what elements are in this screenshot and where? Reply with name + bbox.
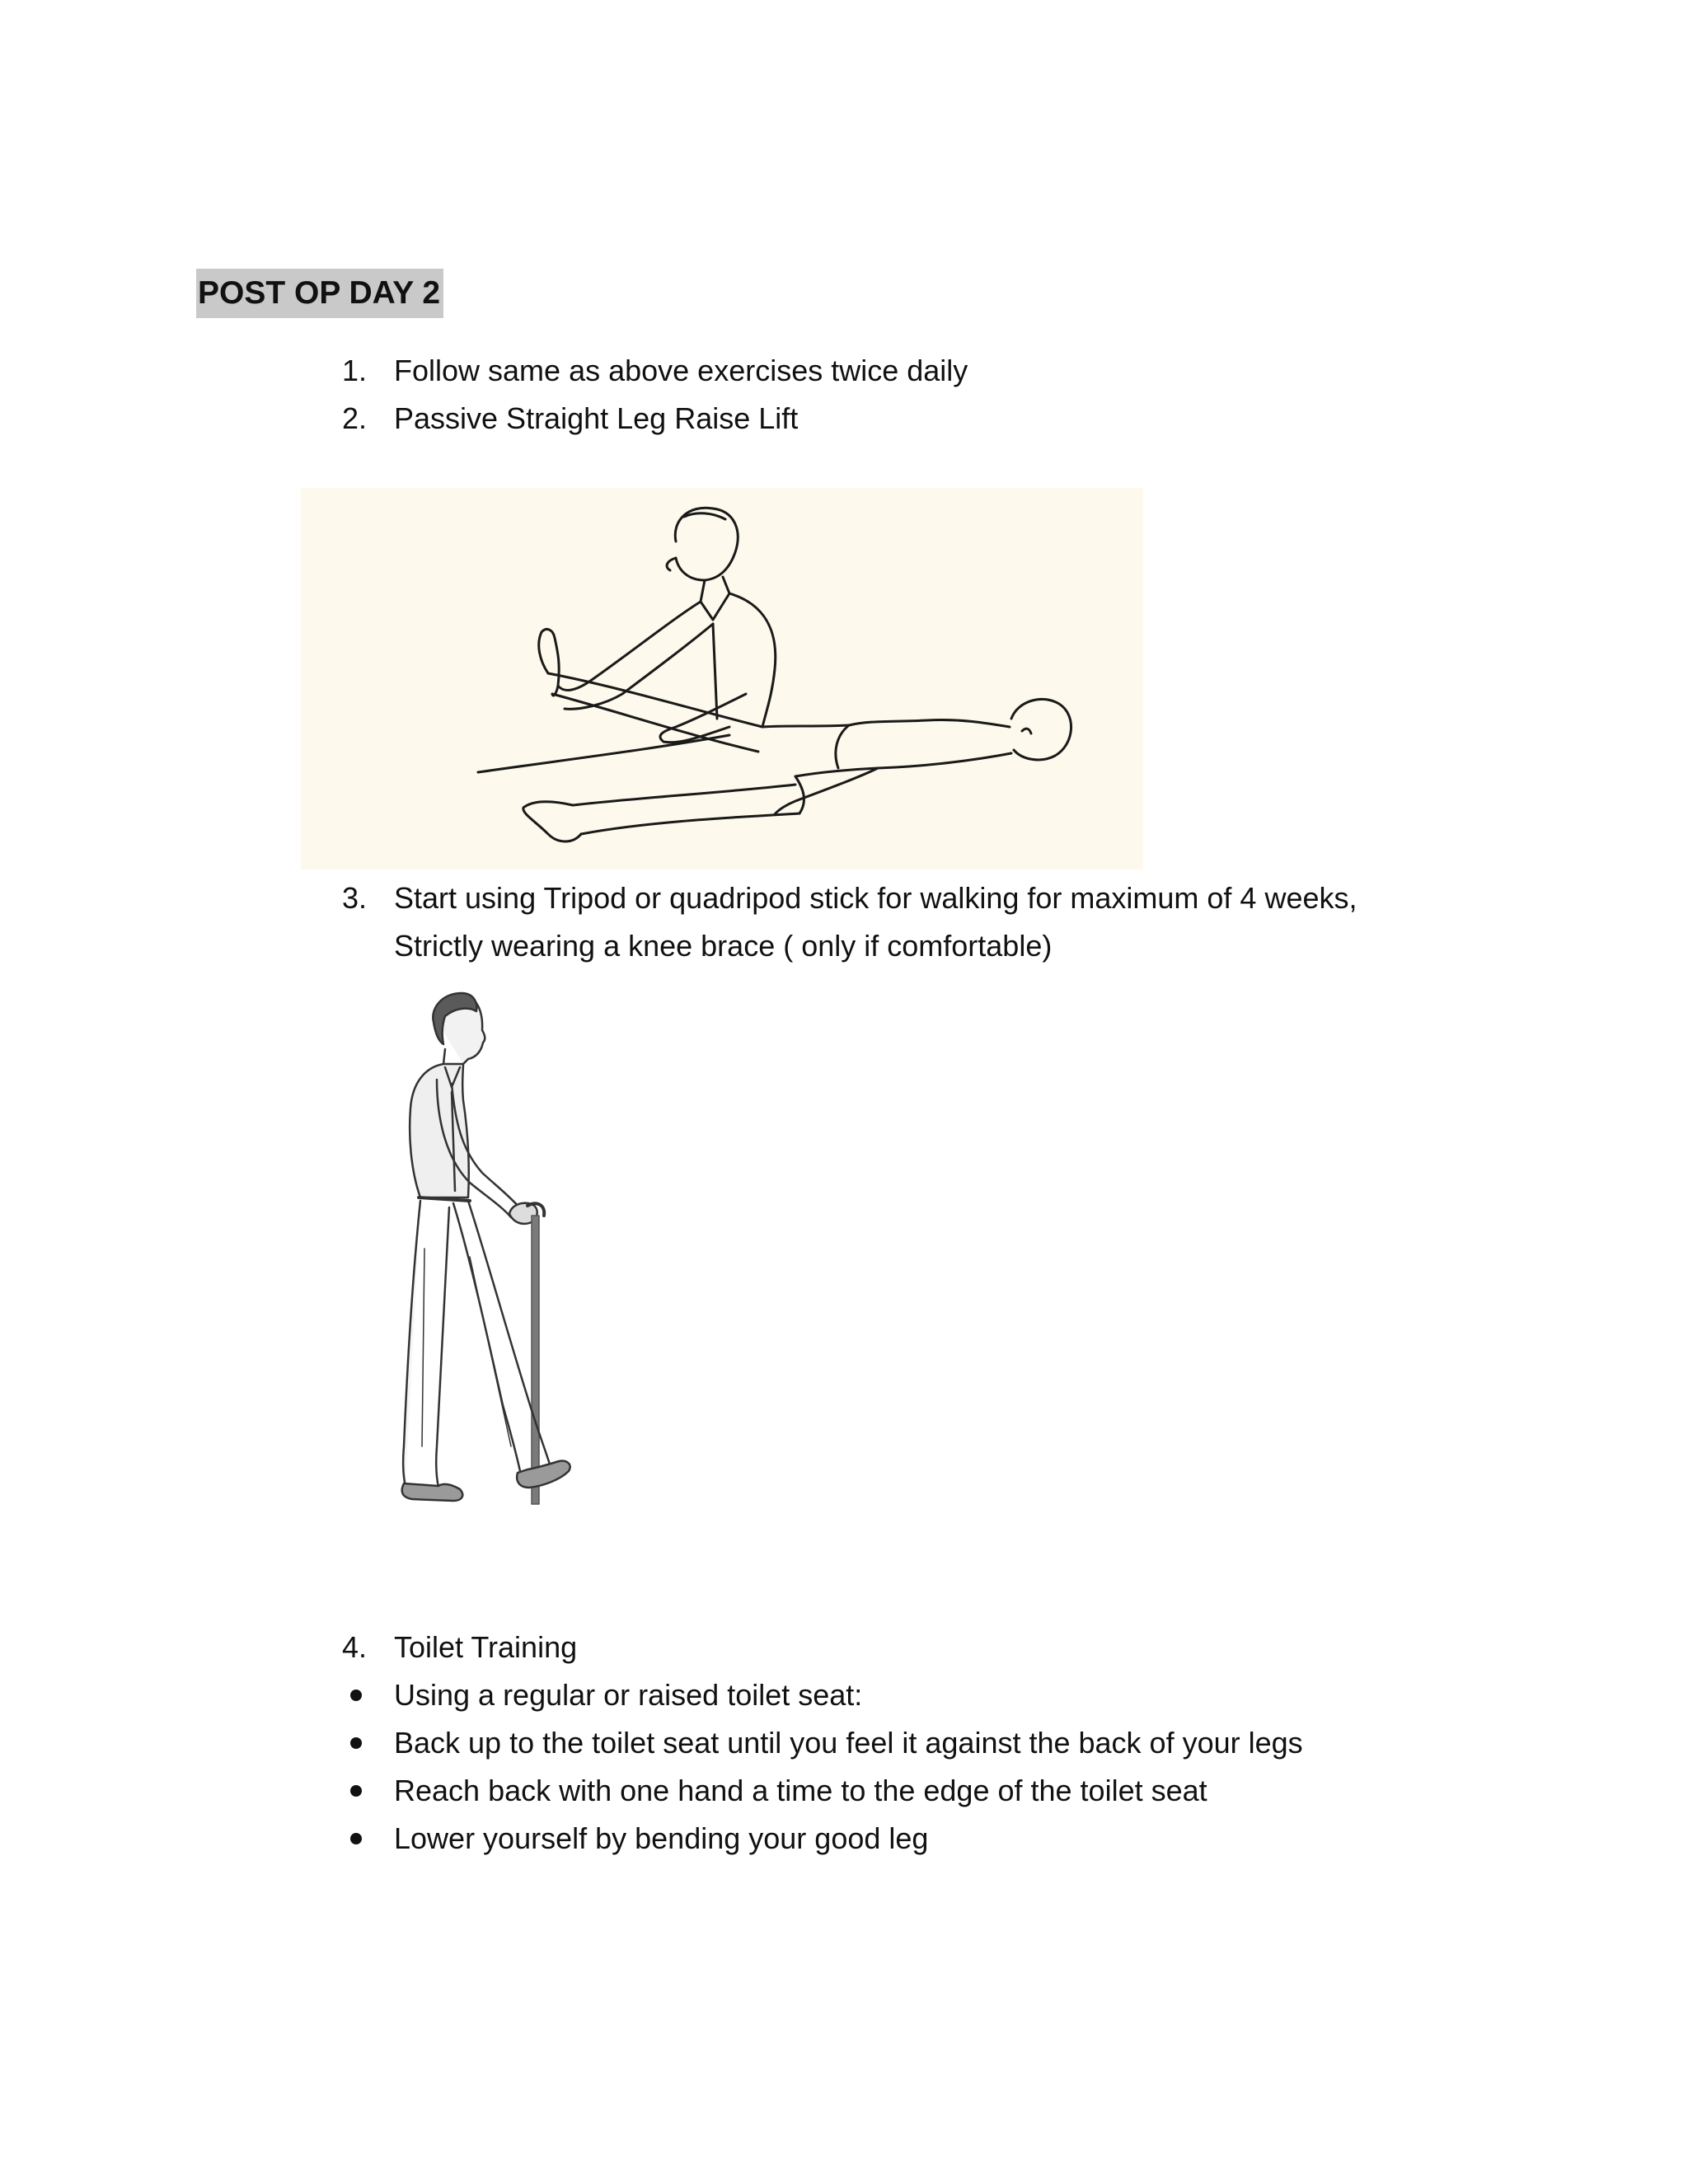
list-text-1: Follow same as above exercises twice daily <box>394 354 968 387</box>
leg-raise-illustration <box>301 488 1143 869</box>
list-text-3: Start using Tripod or quadripod stick for walking for maximum of 4 weeks, <box>394 881 1357 915</box>
bullet-dot <box>350 1690 362 1701</box>
bullet-dot <box>350 1737 362 1749</box>
list-marker-2: 2. <box>342 401 368 435</box>
list-marker-3: 3. <box>342 881 368 915</box>
list-marker-1: 1. <box>342 354 368 387</box>
bullet-text-4: Lower yourself by bending your good leg <box>394 1821 929 1855</box>
bullet-text-3: Reach back with one hand a time to the edge of the toilet seat <box>394 1774 1207 1807</box>
bullet-dot <box>350 1833 362 1844</box>
list-marker-4: 4. <box>342 1630 368 1664</box>
section-heading: POST OP DAY 2 <box>196 269 443 318</box>
list-text-2: Passive Straight Leg Raise Lift <box>394 401 799 435</box>
list-text-4: Toilet Training <box>394 1630 578 1664</box>
bullet-text-2: Back up to the toilet seat until you feel it against the back of your legs <box>394 1726 1303 1760</box>
list-text-3-continuation: Strictly wearing a knee brace ( only if comfortable) <box>394 929 1053 963</box>
walking-stick-illustration <box>363 985 593 1521</box>
bullet-dot <box>350 1785 362 1797</box>
bullet-text-1: Using a regular or raised toilet seat: <box>394 1678 863 1712</box>
